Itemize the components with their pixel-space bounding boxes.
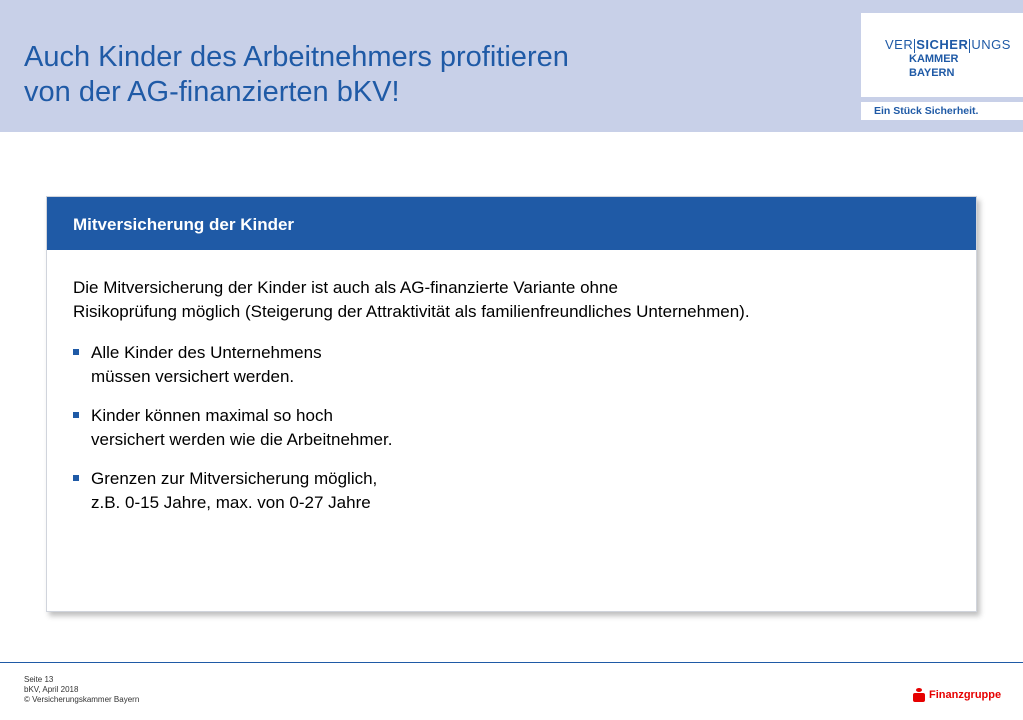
- content-card: [46, 196, 977, 612]
- tagline-box: [861, 102, 1023, 120]
- logo-wordmark-line1: [885, 37, 1011, 53]
- page-number: Seite 13: [24, 675, 54, 684]
- card-title: Mitversicherung der Kinder: [73, 215, 295, 234]
- finanzgruppe-label: Finanzgruppe: [929, 688, 1002, 701]
- intro-paragraph: [73, 276, 953, 324]
- list-item: [73, 404, 923, 452]
- card-header: [47, 197, 976, 250]
- bullet-square-icon: [73, 349, 79, 355]
- bullet-text-line2: versichert werden wie die Arbeitnehmer.: [91, 430, 393, 449]
- logo-text-sicher: SICHER: [916, 37, 969, 52]
- footer-info: [24, 675, 139, 705]
- bullet-list: [73, 341, 923, 530]
- intro-line-2: Risikoprüfung möglich (Steigerung der Attraktivität als familienfreundliches Unternehmen).: [73, 302, 750, 321]
- bullet-text-line1: Kinder können maximal so hoch: [91, 406, 333, 425]
- company-logo: [861, 13, 1023, 97]
- title-line-2: von der AG-finanzierten bKV!: [24, 76, 400, 108]
- bullet-text-line1: Grenzen zur Mitversicherung möglich,: [91, 469, 378, 488]
- footer-divider: [0, 662, 1023, 663]
- intro-line-1: Die Mitversicherung der Kinder ist auch als AG-finanzierte Variante ohne: [73, 278, 618, 297]
- logo-text-ver: VER: [885, 37, 914, 52]
- sparkasse-s-icon: [912, 688, 926, 702]
- list-item: [73, 341, 923, 389]
- logo-text-kammer: KAMMER: [909, 53, 959, 65]
- bullet-square-icon: [73, 475, 79, 481]
- page-title: [24, 40, 824, 110]
- bullet-text-line2: müssen versichert werden.: [91, 367, 295, 386]
- logo-text-bayern: BAYERN: [909, 67, 955, 79]
- footer-copyright: © Versicherungskammer Bayern: [24, 695, 140, 704]
- title-line-1: Auch Kinder des Arbeitnehmers profitieren: [24, 41, 569, 73]
- bullet-text-line2: z.B. 0-15 Jahre, max. von 0-27 Jahre: [91, 493, 371, 512]
- bullet-square-icon: [73, 412, 79, 418]
- logo-tagline: Ein Stück Sicherheit.: [874, 105, 979, 117]
- finanzgruppe-logo: [912, 686, 1001, 706]
- list-item: [73, 467, 923, 515]
- logo-text-ungs: UNGS: [971, 37, 1011, 52]
- bullet-text-line1: Alle Kinder des Unternehmens: [91, 343, 322, 362]
- footer-date: bKV, April 2018: [24, 685, 79, 694]
